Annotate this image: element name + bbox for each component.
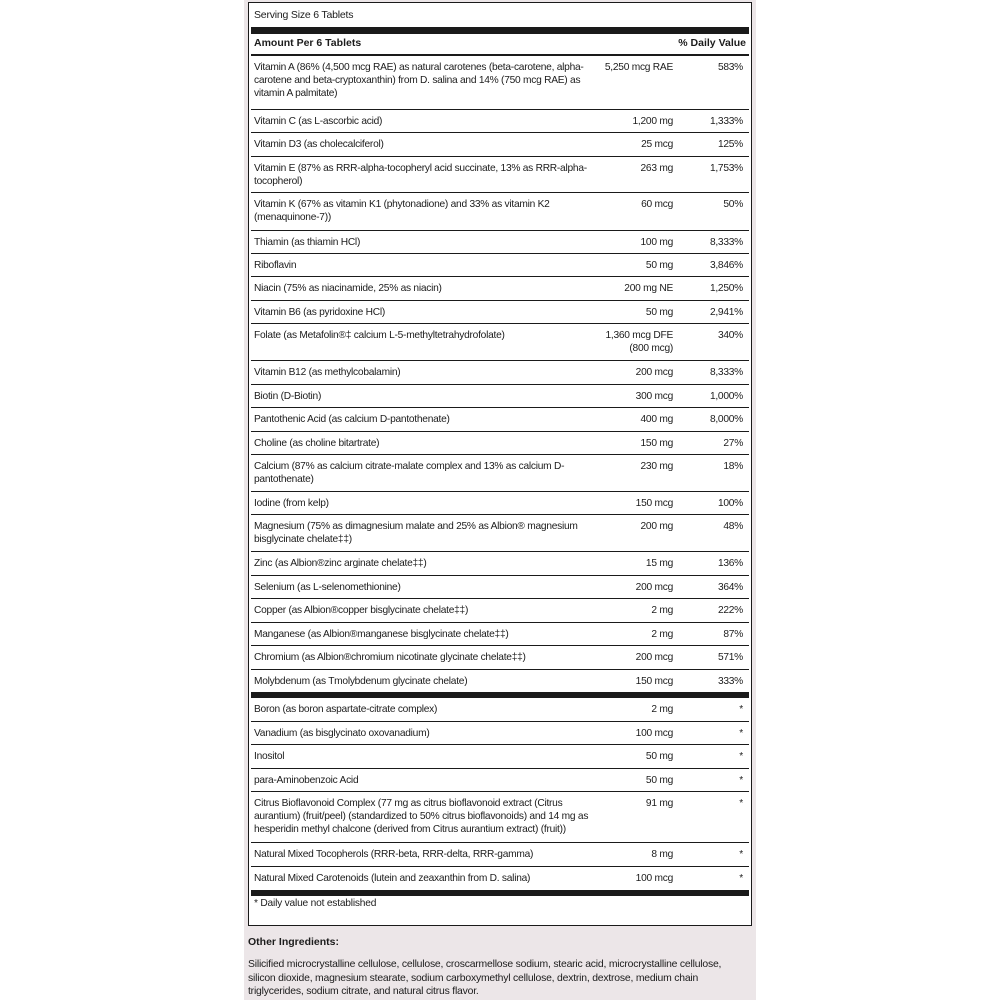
nutrient-dv: 50% — [723, 199, 743, 210]
nutrient-dv: 364% — [717, 582, 743, 593]
table-row — [251, 722, 749, 745]
nutrient-amount: 200 mcg — [635, 652, 673, 663]
nutrient-name: Vitamin E (87% as RRR-alpha-tocopheryl acid succinate, 13% as RRR-alpha-tocopherol) — [254, 163, 587, 187]
nutrient-name: Vitamin B6 (as pyridoxine HCl) — [254, 307, 386, 318]
nutrient-name: Iodine (from kelp) — [254, 498, 329, 509]
nutrient-amount: 2 mg — [651, 629, 673, 640]
supplement-facts-panel — [248, 2, 752, 926]
table-row — [251, 432, 749, 455]
table-row — [251, 254, 749, 277]
nutrient-name: Zinc (as Albion®zinc arginate chelate‡‡) — [254, 558, 427, 569]
table-row — [251, 867, 749, 890]
nutrient-name: Pantothenic Acid (as calcium D-pantothenate) — [254, 414, 450, 425]
nutrient-name: Folate (as Metafolin®‡ calcium L-5-methyltetrahydrofolate) — [254, 330, 505, 341]
table-row — [251, 133, 749, 157]
nutrient-amount: 200 mcg — [635, 582, 673, 593]
nutrient-amount: 91 mg — [645, 798, 673, 809]
nutrient-amount: 1,200 mg — [632, 116, 673, 127]
nutrient-amount: 2 mg — [651, 704, 673, 715]
daily-value-footnote: * Daily value not established — [254, 898, 377, 909]
table-row — [251, 492, 749, 515]
nutrient-amount: 50 mg — [645, 260, 673, 271]
nutrient-name: Manganese (as Albion®manganese bisglycinate chelate‡‡) — [254, 629, 509, 640]
nutrient-amount: 15 mg — [645, 558, 673, 569]
table-row — [251, 623, 749, 646]
nutrient-dv: 18% — [723, 461, 743, 472]
nutrient-dv: 8,333% — [709, 367, 743, 378]
table-row — [251, 361, 749, 385]
nutrient-amount: 5,250 mcg RAE — [604, 62, 673, 73]
amount-header: Amount Per 6 Tablets — [254, 37, 362, 49]
nutrient-name: Boron (as boron aspartate-citrate complex) — [254, 704, 438, 715]
serving-size: Serving Size 6 Tablets — [254, 9, 354, 21]
nutrient-name: Selenium (as L-selenomethionine) — [254, 582, 401, 593]
nutrient-amount: 150 mcg — [635, 676, 673, 687]
nutrient-dv: 27% — [723, 438, 743, 449]
nutrient-amount: 263 mg — [640, 163, 673, 174]
nutrient-dv: 583% — [717, 62, 743, 73]
nutrient-amount: 50 mg — [645, 775, 673, 786]
nutrient-dv: * — [739, 775, 743, 786]
nutrient-name: Vanadium (as bisglycinato oxovanadium) — [254, 728, 430, 739]
nutrient-amount: 300 mcg — [635, 391, 673, 402]
table-row — [251, 455, 749, 492]
nutrient-amount: 2 mg — [651, 605, 673, 616]
thick-divider-top — [251, 27, 749, 34]
nutrient-dv: 8,000% — [709, 414, 743, 425]
nutrient-dv: * — [739, 728, 743, 739]
nutrient-amount: 400 mg — [640, 414, 673, 425]
nutrient-amount: 25 mcg — [641, 139, 673, 150]
nutrient-name: Choline (as choline bitartrate) — [254, 438, 380, 449]
nutrient-name: Chromium (as Albion®chromium nicotinate glycinate chelate‡‡) — [254, 652, 526, 663]
nutrient-amount: 100 mcg — [635, 728, 673, 739]
nutrient-dv: 2,941% — [709, 307, 743, 318]
table-row — [251, 698, 749, 722]
nutrient-name: Copper (as Albion®copper bisglycinate chelate‡‡) — [254, 605, 469, 616]
table-row — [251, 408, 749, 432]
nutrient-name: Biotin (D-Biotin) — [254, 391, 322, 402]
table-row — [251, 576, 749, 599]
table-row — [251, 110, 749, 133]
table-row — [251, 670, 749, 692]
nutrient-name: Vitamin B12 (as methylcobalamin) — [254, 367, 401, 378]
nutrient-name: Natural Mixed Carotenoids (lutein and zeaxanthin from D. salina) — [254, 873, 531, 884]
table-row — [251, 646, 749, 670]
table-row — [251, 277, 749, 301]
nutrient-rows — [251, 56, 749, 896]
table-row — [251, 843, 749, 867]
nutrient-dv: * — [739, 873, 743, 884]
nutrient-dv: 1,333% — [709, 116, 743, 127]
nutrient-name: Magnesium (75% as dimagnesium malate and 25% as Albion® magnesium bisglycinate chelate‡‡) — [254, 521, 578, 545]
table-row — [251, 769, 749, 792]
thick-divider-bottom — [251, 890, 749, 896]
nutrient-dv: 571% — [717, 652, 743, 663]
nutrient-amount: 200 mg NE — [624, 283, 673, 294]
nutrient-dv: * — [739, 704, 743, 715]
table-row — [251, 385, 749, 408]
table-row — [251, 599, 749, 623]
table-row — [251, 515, 749, 552]
nutrient-amount: 100 mcg — [635, 873, 673, 884]
nutrient-name: Natural Mixed Tocopherols (RRR-beta, RRR-delta, RRR-gamma) — [254, 849, 534, 860]
nutrient-amount: 150 mcg — [635, 498, 673, 509]
nutrient-amount: 60 mcg — [641, 199, 673, 210]
table-row — [251, 56, 749, 110]
nutrient-name: Vitamin D3 (as cholecalciferol) — [254, 139, 384, 150]
nutrient-dv: * — [739, 849, 743, 860]
nutrient-dv: 100% — [717, 498, 743, 509]
nutrient-name: Molybdenum (as Tmolybdenum glycinate chelate) — [254, 676, 468, 687]
nutrient-name: Vitamin K (67% as vitamin K1 (phytonadione) and 33% as vitamin K2 (menaquinone-7)) — [254, 199, 550, 223]
nutrient-dv: * — [739, 798, 743, 809]
daily-value-header: % Daily Value — [678, 37, 746, 49]
nutrient-dv: 1,250% — [709, 283, 743, 294]
table-row — [251, 792, 749, 843]
table-row — [251, 745, 749, 769]
table-row — [251, 301, 749, 324]
nutrient-name: Calcium (87% as calcium citrate-malate complex and 13% as calcium D-pantothenate) — [254, 461, 565, 485]
table-row — [251, 193, 749, 231]
nutrient-dv: 1,000% — [709, 391, 743, 402]
nutrient-name: Vitamin C (as L-ascorbic acid) — [254, 116, 383, 127]
other-ingredients-title: Other Ingredients: — [248, 936, 340, 948]
nutrient-amount: 8 mg — [651, 849, 673, 860]
nutrient-dv: 340% — [717, 330, 743, 341]
other-ingredients-text: Silicified microcrystalline cellulose, cellulose, croscarmellose sodium, stearic acid, microcrystalline cellulose, silicon dioxide, magnesium stearate, sodium carboxymethyl cellulose, dextrin, dextrose, medium chain triglycerides, sodium citrate, and natural citrus flavor. — [248, 959, 722, 997]
nutrient-dv: 125% — [717, 139, 743, 150]
nutrient-dv: 8,333% — [709, 237, 743, 248]
nutrient-dv: 87% — [723, 629, 743, 640]
table-row — [251, 231, 749, 254]
nutrient-dv: 3,846% — [709, 260, 743, 271]
table-row — [251, 157, 749, 193]
nutrient-name: Inositol — [254, 751, 285, 762]
nutrient-amount: 100 mg — [640, 237, 673, 248]
nutrient-dv: 222% — [717, 605, 743, 616]
nutrient-dv: * — [739, 751, 743, 762]
table-header — [249, 34, 751, 54]
nutrient-name: Citrus Bioflavonoid Complex (77 mg as citrus bioflavonoid extract (Citrus aurantium) (fruit/peel) (standardized to 50% citrus bioflavonoids) and 14 mg as hesperidin methyl chalcone (derived from Citrus aurantium extract) (fruit)) — [254, 798, 589, 835]
nutrient-dv: 333% — [717, 676, 743, 687]
nutrient-dv: 136% — [717, 558, 743, 569]
nutrient-amount: 150 mg — [640, 438, 673, 449]
nutrient-name: Vitamin A (86% (4,500 mcg RAE) as natural carotenes (beta-carotene, alpha-carotene and beta-cryptoxanthin) from D. salina and 14% (750 mcg RAE) as vitamin A palmitate) — [254, 62, 584, 99]
nutrient-name: Niacin (75% as niacinamide, 25% as niacin) — [254, 283, 442, 294]
table-row — [251, 324, 749, 361]
nutrient-name: para-Aminobenzoic Acid — [254, 775, 359, 786]
nutrient-name: Thiamin (as thiamin HCl) — [254, 237, 361, 248]
nutrient-amount: 1,360 mcg DFE (800 mcg) — [605, 330, 673, 354]
nutrient-dv: 1,753% — [709, 163, 743, 174]
nutrient-amount: 50 mg — [645, 751, 673, 762]
nutrient-name: Riboflavin — [254, 260, 297, 271]
nutrient-amount: 200 mcg — [635, 367, 673, 378]
nutrient-amount: 50 mg — [645, 307, 673, 318]
nutrient-amount: 230 mg — [640, 461, 673, 472]
nutrient-dv: 48% — [723, 521, 743, 532]
nutrient-amount: 200 mg — [640, 521, 673, 532]
table-row — [251, 552, 749, 576]
